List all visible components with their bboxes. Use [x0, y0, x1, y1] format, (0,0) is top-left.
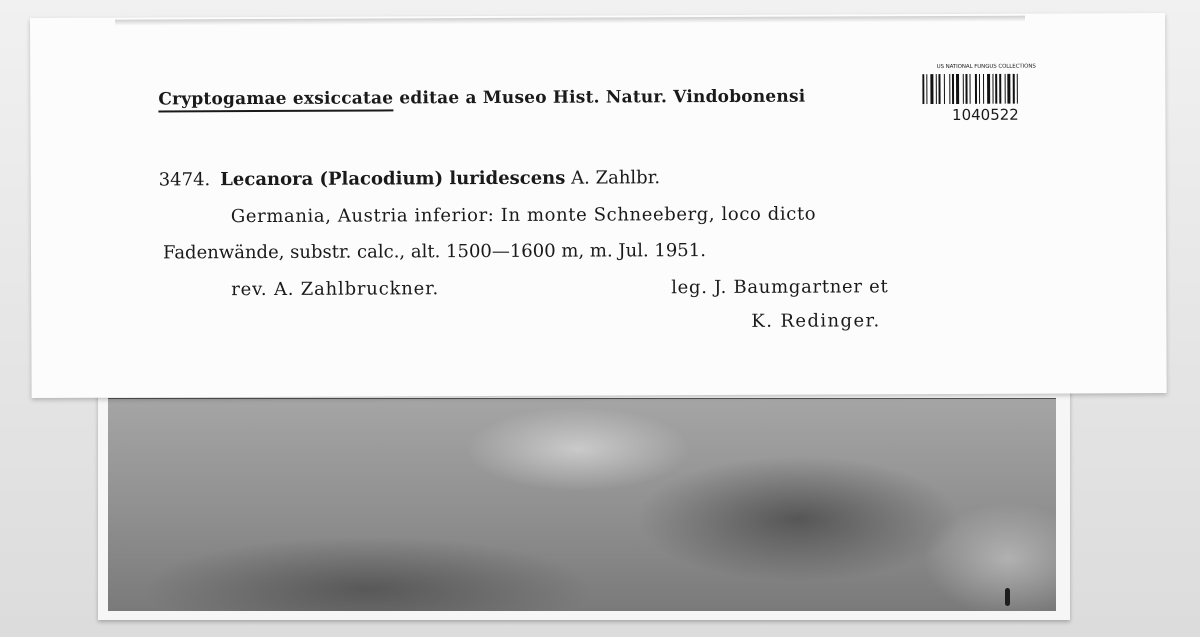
series-title-rest: editae a Museo Hist. Natur. Vindobonensi — [393, 86, 806, 109]
label-fold-shadow — [115, 16, 1025, 26]
collectors-line-2: K. Redinger. — [751, 310, 881, 332]
locality-line-2: Fadenwände, substr. calc., alt. 1500—1600 m, m. Jul. 1951. — [162, 240, 706, 264]
revision-note: rev. A. Zahlbruckner. — [231, 278, 440, 301]
locality-line-1: Germania, Austria inferior: In monte Schneeberg, loco dicto — [230, 203, 817, 228]
barcode-sticker — [910, 62, 1060, 137]
taxon-name: Lecanora (Placodium) luridescens — [220, 167, 566, 191]
barcode-number: 1040522 — [951, 105, 1019, 124]
taxon-author: A. Zahlbr. — [565, 167, 661, 189]
series-title — [158, 87, 805, 110]
specimen-speck — [1005, 588, 1010, 606]
specimen-material — [108, 398, 1056, 611]
herbarium-label — [30, 13, 1167, 398]
barcode-icon — [922, 74, 1048, 105]
series-title-underlined: Cryptogamae exsiccatae — [158, 88, 393, 112]
collectors-line-1: leg. J. Baumgartner et — [671, 276, 889, 299]
entry-number: 3474. — [158, 169, 211, 191]
entry-heading — [159, 167, 660, 190]
barcode-institution: US NATIONAL FUNGUS COLLECTIONS — [936, 63, 1036, 71]
